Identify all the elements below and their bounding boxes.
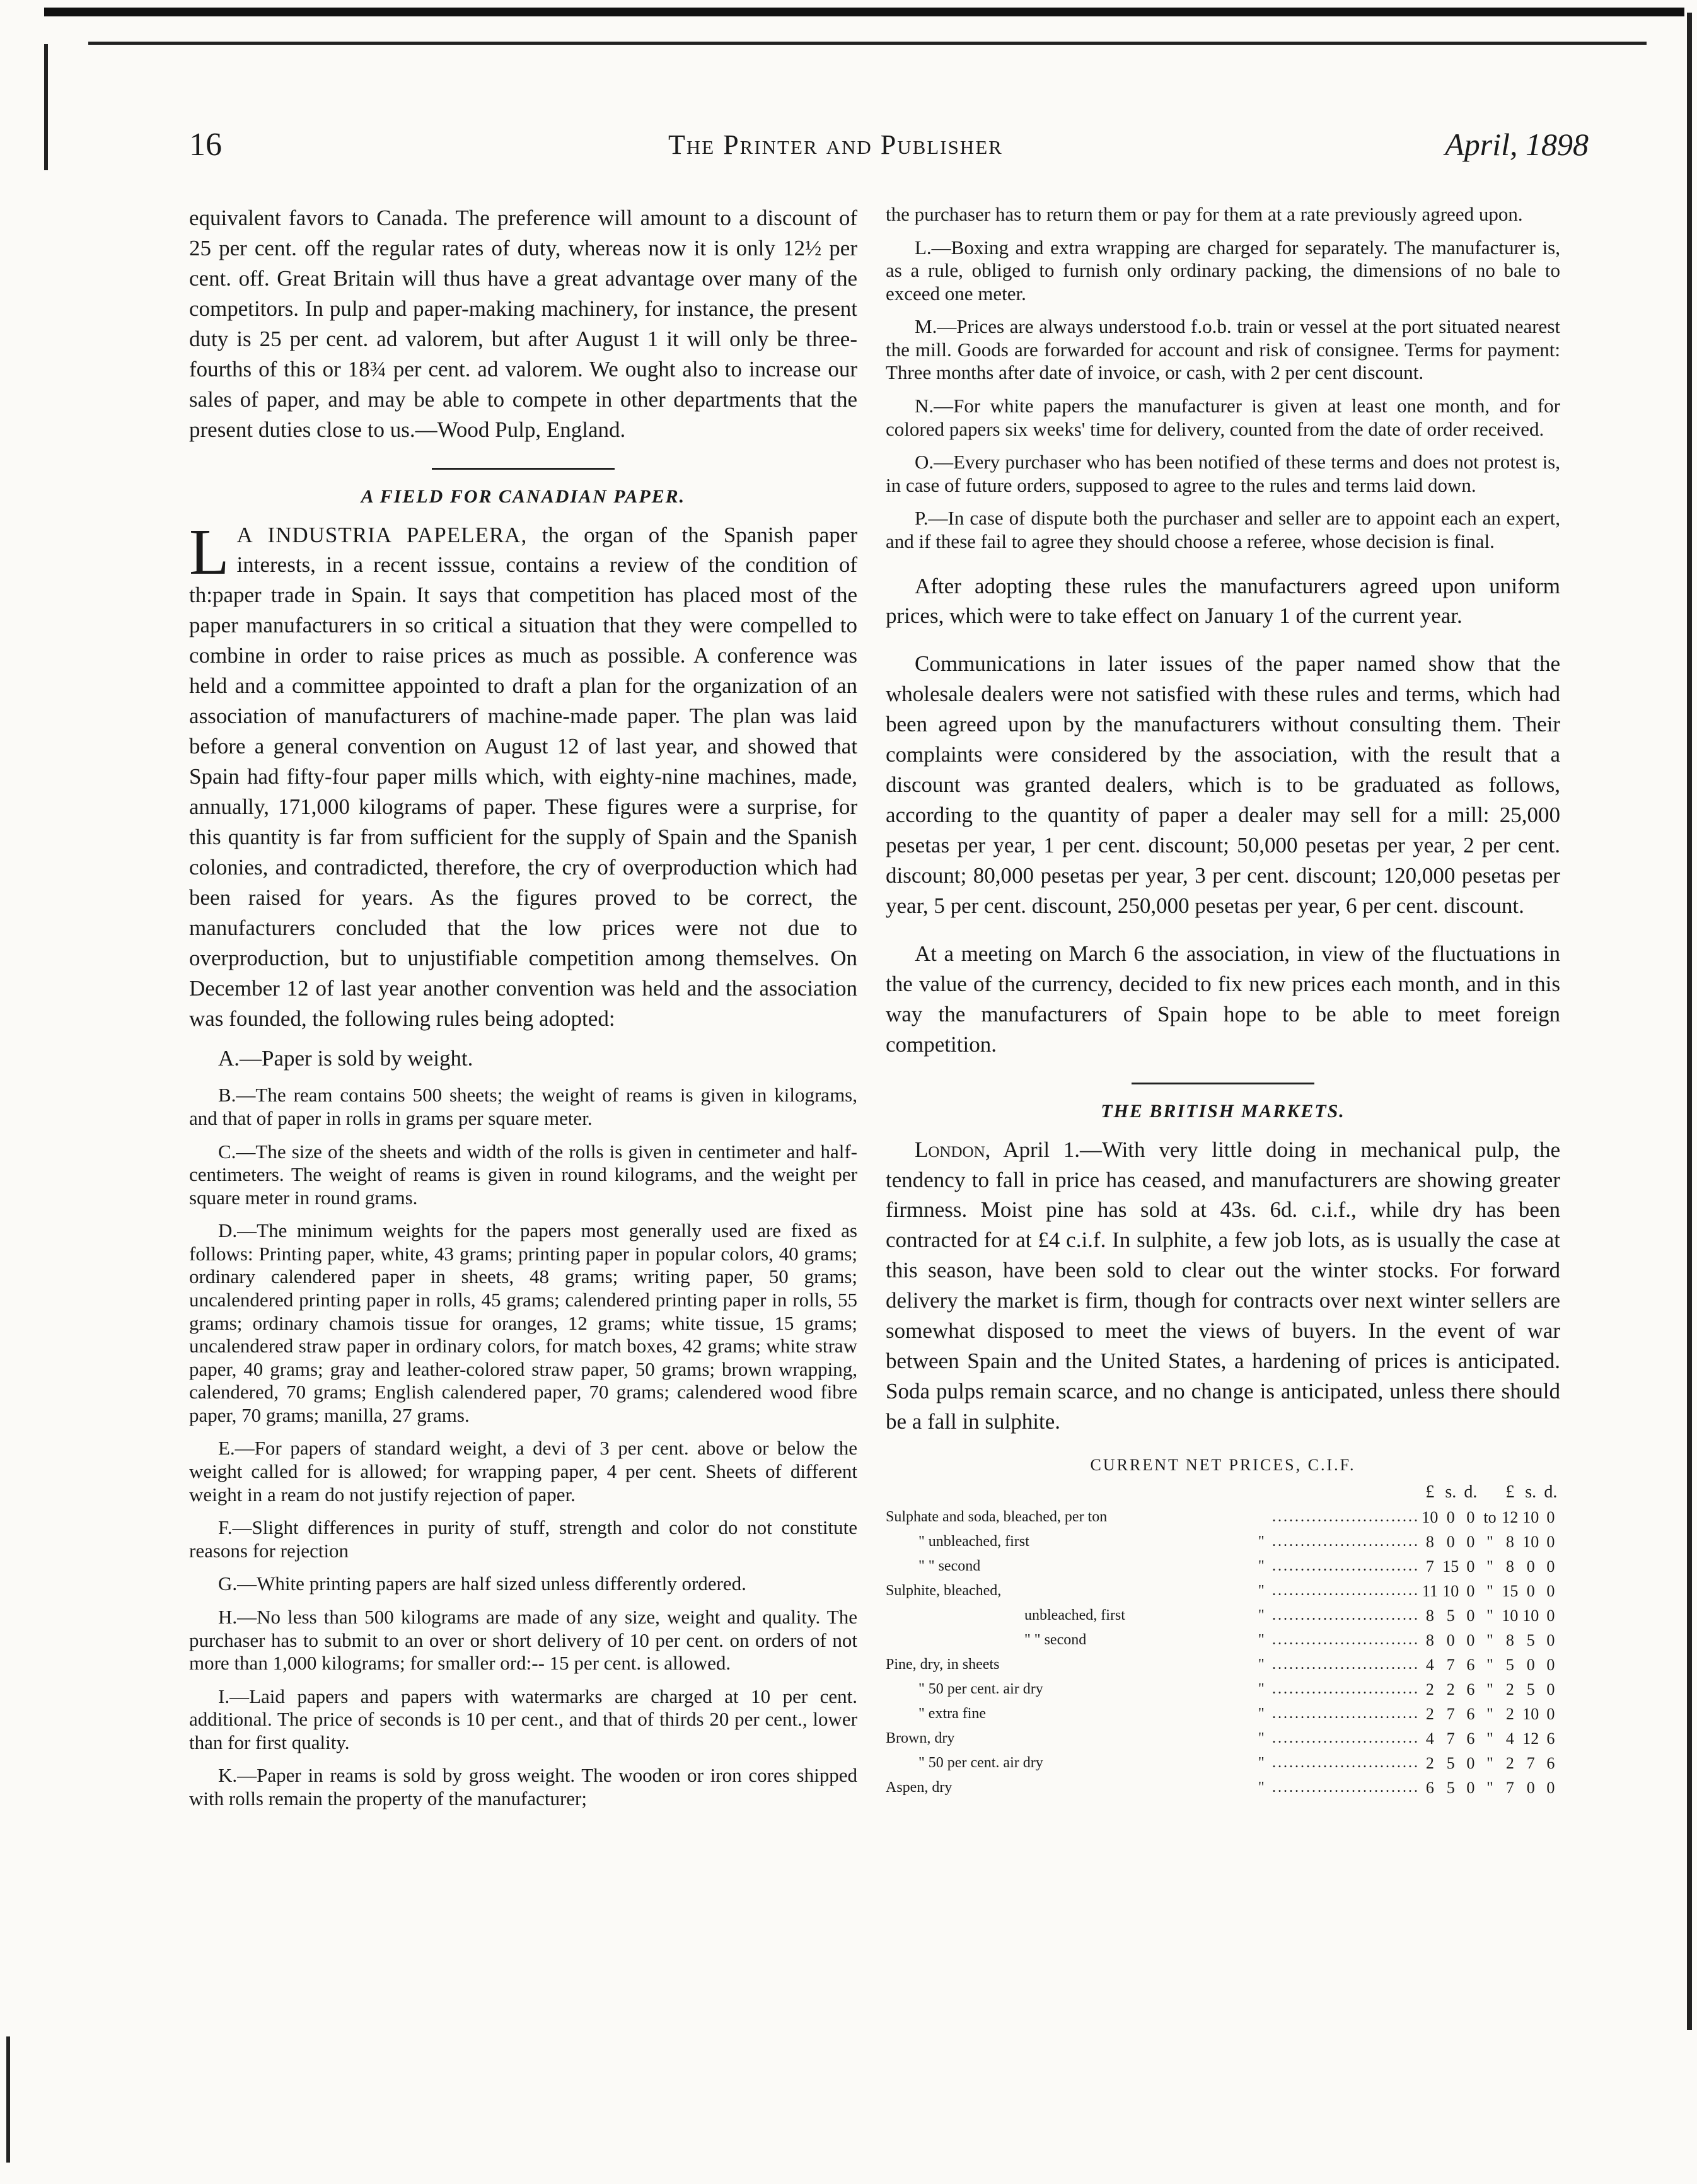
price-from-shillings: 0 <box>1446 1532 1455 1551</box>
right-page-edge <box>1687 13 1692 2030</box>
leader-dots: .......................... <box>1271 1779 1420 1796</box>
price-from-pence: 6 <box>1466 1655 1475 1674</box>
price-from-shillings: 7 <box>1446 1655 1455 1674</box>
price-to-pence: 0 <box>1546 1557 1555 1576</box>
price-range-to: to <box>1483 1507 1497 1526</box>
price-to-pounds: 7 <box>1505 1778 1514 1797</box>
leader-dots: .......................... <box>1271 1681 1420 1698</box>
rule-item: I.—Laid papers and papers with watermarks are charged at 10 per cent. additional. The price of seconds is 10 per cent., and that of thirds 20 per cent., lower than for first quality. <box>189 1685 857 1753</box>
price-from-pounds: 7 <box>1425 1557 1434 1576</box>
price-from-shillings: 5 <box>1446 1778 1455 1797</box>
price-table-row <box>886 1555 1560 1579</box>
price-table-row <box>886 1530 1560 1555</box>
price-from-pounds: 6 <box>1425 1778 1434 1797</box>
ditto-mark: " <box>1258 1705 1265 1722</box>
ditto-mark: " <box>1258 1755 1265 1772</box>
price-from-shillings: 5 <box>1446 1753 1455 1772</box>
leader-dots: .......................... <box>1271 1730 1420 1747</box>
ditto-mark: " <box>1258 1632 1265 1649</box>
price-item-label: " unbleached, first <box>918 1533 1029 1550</box>
rules-list-left <box>189 1043 857 1810</box>
section-heading-british-markets: THE BRITISH MARKETS. <box>1101 1100 1345 1122</box>
currency-header: s. <box>1525 1482 1537 1502</box>
ditto-mark: " <box>1258 1607 1265 1624</box>
price-item-label: Sulphite, bleached, <box>886 1583 1002 1600</box>
price-range-to: " <box>1486 1557 1493 1576</box>
leader-dots: .......................... <box>1271 1632 1420 1649</box>
price-from-shillings: 10 <box>1442 1581 1459 1600</box>
price-to-pounds: 8 <box>1505 1532 1514 1551</box>
leader-dots: .......................... <box>1271 1509 1420 1526</box>
top-border-rule-inner <box>88 42 1647 45</box>
rule-item: E.—For papers of standard weight, a devi of 3 per cent. above or below the weight called for is allowed; for wrapping paper, 4 per cent. Sheets of different weight in a ream do not justify rejection of paper. <box>189 1437 857 1506</box>
price-to-pounds: 8 <box>1505 1630 1514 1649</box>
rule-item: D.—The minimum weights for the papers most generally used are fixed as follows: Printing paper, white, 43 grams; printing paper in popular colors, 40 grams; ordinary calendered paper in sheets, 48 grams; writing paper, 50 grams; uncalendered printing paper in rolls, 45 grams; calendered printing paper in rolls, 55 grams; ordinary chamois tissue for oranges, 12 grams; white tissue, 15 grams; uncalendered straw paper in ordinary colors, for match boxes, 42 grams; white straw paper, 40 grams; gray and leather-colored straw paper, 50 grams; brown wrapping, calendered, 70 grams; English calendered paper, 70 grams; calendered wood fibre paper, 70 grams; manilla, 27 grams. <box>189 1219 857 1426</box>
section-heading-canadian-paper: A FIELD FOR CANADIAN PAPER. <box>361 485 686 507</box>
price-item-label: Aspen, dry <box>886 1779 953 1796</box>
price-table-row <box>886 1727 1560 1751</box>
price-table-row <box>886 1653 1560 1678</box>
price-from-pence: 0 <box>1466 1778 1475 1797</box>
body-paragraph: Communications in later issues of the paper named show that the wholesale dealers were not satisfied with these rules and terms, which had been agreed upon by the manufacturers without consulting them. Their complaints were considered by the association, with the result that a discount was granted dealers, which is to be graduated as follows, according to the quantity of paper a dealer may sell for a mill: 25,000 pesetas per year, 1 per cent. discount; 50,000 pesetas per year, 2 per cent. discount; 80,000 pesetas per year, 3 per cent. discount; 120,000 pesetas per year, 5 per cent. discount, 250,000 pesetas per year, 6 per cent. discount. <box>886 651 1560 918</box>
top-border-rule <box>44 8 1684 16</box>
price-from-shillings: 7 <box>1446 1729 1455 1748</box>
rule-item: F.—Slight differences in purity of stuff, strength and color do not constitute reasons for rejection <box>189 1516 857 1562</box>
markets-text: April 1.—With very little doing in mechanical pulp, the tendency to fall in price has ceased, and manufacturers are showing greater firmness. Moist pine has sold at 43s. 6d. c.i.f., while dry has been contracted for at £4 c.i.f. In sulphite, a few job lots, as is usually the case at this season, have been sold to clear out the winter stocks. For forward delivery the market is firm, though for contracts over next winter sellers are somewhat disposed to meet the views of buyers. In the event of war between Spain and the United States, a hardening of prices is anticipated. Soda pulps remain scarce, and no change is anticipated, unless there should be a fall in sulphite. <box>886 1137 1560 1434</box>
rule-item: P.—In case of dispute both the purchaser and seller are to appoint each an expert, and if these fail to agree they should choose a referee, whose decision is final. <box>886 507 1560 552</box>
price-to-shillings: 10 <box>1522 1507 1539 1526</box>
price-to-shillings: 10 <box>1522 1704 1539 1723</box>
ditto-mark: " <box>1258 1533 1265 1550</box>
price-from-shillings: 2 <box>1446 1680 1455 1699</box>
price-to-pounds: 8 <box>1505 1557 1514 1576</box>
right-column <box>886 203 1560 1801</box>
price-to-pence: 6 <box>1546 1753 1555 1772</box>
price-from-pence: 0 <box>1466 1581 1475 1600</box>
price-item-label: " " second <box>1024 1632 1087 1649</box>
price-to-pounds: 15 <box>1502 1581 1519 1600</box>
price-to-pounds: 5 <box>1505 1655 1514 1674</box>
ditto-mark: " <box>1258 1583 1265 1600</box>
price-table-row <box>886 1776 1560 1801</box>
lead-caps: A INDUSTRIA PAPELERA, <box>236 522 528 547</box>
price-to-pence: 0 <box>1546 1532 1555 1551</box>
price-from-pounds: 4 <box>1425 1729 1434 1748</box>
price-from-pence: 0 <box>1466 1557 1475 1576</box>
price-from-pence: 6 <box>1466 1680 1475 1699</box>
price-to-shillings: 5 <box>1526 1630 1535 1649</box>
price-table-header <box>886 1480 1560 1506</box>
leader-dots: .......................... <box>1271 1583 1420 1600</box>
price-to-shillings: 5 <box>1526 1680 1535 1699</box>
price-table-row <box>886 1702 1560 1727</box>
price-to-shillings: 0 <box>1526 1778 1535 1797</box>
price-from-pounds: 4 <box>1425 1655 1434 1674</box>
left-column <box>189 203 857 1811</box>
price-to-pence: 0 <box>1546 1507 1555 1526</box>
leader-dots: .......................... <box>1271 1558 1420 1575</box>
price-from-pence: 6 <box>1466 1704 1475 1723</box>
price-table-row <box>886 1579 1560 1604</box>
rule-item: H.—No less than 500 kilograms are made of any size, weight and quality. The purchaser has to submit to an over or short delivery of 10 per cent. on orders of not more than 1,000 kilograms; for smaller ord:-- 15 per cent. is allowed. <box>189 1605 857 1675</box>
price-from-shillings: 0 <box>1446 1630 1455 1649</box>
price-from-pounds: 2 <box>1425 1704 1434 1723</box>
price-to-shillings: 12 <box>1522 1729 1539 1748</box>
price-item-label: " " second <box>918 1558 981 1575</box>
rule-item: A.—Paper is sold by weight. <box>218 1046 473 1071</box>
ditto-mark: " <box>1258 1656 1265 1673</box>
currency-header: d. <box>1544 1482 1558 1502</box>
price-range-to: " <box>1486 1704 1493 1723</box>
price-from-pence: 0 <box>1466 1507 1475 1526</box>
price-table-row <box>886 1678 1560 1702</box>
price-from-pence: 6 <box>1466 1729 1475 1748</box>
price-to-pounds: 2 <box>1505 1753 1514 1772</box>
price-from-pounds: 8 <box>1425 1532 1434 1551</box>
leader-dots: .......................... <box>1271 1607 1420 1624</box>
rule-item: G.—White printing papers are half sized unless differently ordered. <box>218 1572 746 1595</box>
body-paragraph: After adopting these rules the manufacturers agreed upon uniform prices, which were to take effect on January 1 of the current year. <box>886 573 1560 629</box>
section-divider <box>1132 1083 1314 1084</box>
left-page-edge <box>44 44 48 170</box>
rule-item: L.—Boxing and extra wrapping are charged for separately. The manufacturer is, as a rule, obliged to furnish only ordinary packing, the dimensions of no bale to exceed one meter. <box>886 236 1560 305</box>
price-to-pence: 0 <box>1546 1655 1555 1674</box>
rule-item: C.—The size of the sheets and width of the rolls is given in centimeter and half-centimeters. The weight of reams is given in round kilograms, and the weight per square meter in round grams. <box>189 1140 857 1209</box>
leader-dots: .......................... <box>1271 1656 1420 1673</box>
price-to-pounds: 12 <box>1502 1507 1519 1526</box>
lead-text: the organ of the Spanish paper interests, in a recent isssue, contains a review of the condition of th:paper trade in Spain. It says that competition has placed most of the paper manufacturers in so critical a situation that they were compelled to combine in order to raise prices as much as possible. A conference was held and a committee appointed to draft a plan for the organization of an association of manufacturers of machine-made paper. The plan was laid before a general convention on August 12 of last year, and showed that Spain had fifty-four paper mills which, with eighty-nine machines, made, annually, 171,000 kilograms of paper. These figures were a surprise, for this quantity is far from sufficient for the supply of Spain and the Spanish colonies, and contradicted, therefore, the cry of overproduction which had been raised for years. As the figures proved to be correct, the manufacturers concluded that the low prices were not due to overproduction, but to unjustifiable competition among themselves. On December 12 of last year another convention was held and the association was founded, the following rules being adopted: <box>189 522 857 1031</box>
price-table-row <box>886 1506 1560 1530</box>
price-range-to: " <box>1486 1753 1493 1772</box>
price-to-pounds: 10 <box>1502 1606 1519 1625</box>
price-to-pence: 0 <box>1546 1680 1555 1699</box>
price-range-to: " <box>1486 1778 1493 1797</box>
price-item-label: unbleached, first <box>1024 1607 1125 1624</box>
markets-paragraph <box>886 1135 1560 1437</box>
price-to-pounds: 2 <box>1505 1680 1514 1699</box>
price-from-shillings: 0 <box>1446 1507 1455 1526</box>
body-paragraph: At a meeting on March 6 the association, in view of the fluctuations in the value of the currency, decided to fix new prices each month, and in this way the manufacturers of Spain hope to be able to meet foreign competition. <box>886 941 1560 1057</box>
price-from-pounds: 8 <box>1425 1606 1434 1625</box>
currency-header: £ <box>1425 1482 1435 1502</box>
price-to-pounds: 2 <box>1505 1704 1514 1723</box>
price-range-to: " <box>1486 1581 1493 1600</box>
rule-item: M.—Prices are always understood f.o.b. train or vessel at the port situated nearest the mill. Goods are forwarded for account and risk of consignee. Terms for payment: Three months after date of invoice, or cash, with 2 per cent discount. <box>886 315 1560 384</box>
leader-dots: .......................... <box>1271 1533 1420 1550</box>
price-item-label: Brown, dry <box>886 1730 955 1747</box>
price-to-pence: 6 <box>1546 1729 1555 1748</box>
lead-paragraph <box>189 515 857 1034</box>
section-divider <box>432 468 615 470</box>
price-from-pence: 0 <box>1466 1630 1475 1649</box>
rule-item: K.—Paper in reams is sold by gross weight. The wooden or iron cores shipped with rolls remain the property of the manufacturer; <box>189 1764 857 1809</box>
price-item-label: Pine, dry, in sheets <box>886 1656 1000 1673</box>
price-to-pence: 0 <box>1546 1630 1555 1649</box>
leader-dots: .......................... <box>1271 1755 1420 1772</box>
ditto-mark: " <box>1258 1558 1265 1575</box>
journal-title: The Printer and Publisher <box>668 129 1003 160</box>
price-to-pounds: 4 <box>1505 1729 1514 1748</box>
price-to-shillings: 10 <box>1522 1606 1539 1625</box>
leader-dots: .......................... <box>1271 1705 1420 1722</box>
price-to-shillings: 10 <box>1522 1532 1539 1551</box>
left-page-edge-bottom <box>6 2036 10 2163</box>
issue-date: April, 1898 <box>1445 127 1589 162</box>
drop-cap: L <box>189 515 229 588</box>
price-from-pence: 0 <box>1466 1606 1475 1625</box>
price-to-shillings: 0 <box>1526 1655 1535 1674</box>
rule-item: B.—The ream contains 500 sheets; the weight of reams is given in kilograms, and that of paper in rolls in grams per square meter. <box>189 1084 857 1129</box>
currency-header: s. <box>1445 1482 1457 1502</box>
price-range-to: " <box>1486 1630 1493 1649</box>
rule-item: O.—Every purchaser who has been notified of these terms and does not protest is, in case of future orders, supposed to agree to the rules and terms laid down. <box>886 451 1560 496</box>
price-table-row <box>886 1604 1560 1629</box>
price-range-to: " <box>1486 1729 1493 1748</box>
price-from-pounds: 11 <box>1422 1581 1438 1600</box>
price-to-pence: 0 <box>1546 1606 1555 1625</box>
price-to-shillings: 0 <box>1526 1557 1535 1576</box>
ditto-mark: " <box>1258 1681 1265 1698</box>
currency-header: d. <box>1464 1482 1478 1502</box>
price-range-to: " <box>1486 1532 1493 1551</box>
price-item-label: Sulphate and soda, bleached, per ton <box>886 1509 1108 1526</box>
price-item-label: " 50 per cent. air dry <box>918 1681 1043 1698</box>
price-to-pence: 0 <box>1546 1778 1555 1797</box>
currency-header: £ <box>1505 1482 1515 1502</box>
price-table-row <box>886 1751 1560 1776</box>
rule-item: N.—For white papers the manufacturer is given at least one month, and for colored papers six weeks' time for delivery, counted from the date of order received. <box>886 395 1560 440</box>
rule-continuation: the purchaser has to return them or pay for them at a rate previously agreed upon. <box>886 203 1523 225</box>
price-item-label: " extra fine <box>918 1705 987 1722</box>
price-to-shillings: 7 <box>1526 1753 1535 1772</box>
price-table-row <box>886 1629 1560 1653</box>
price-from-shillings: 7 <box>1446 1704 1455 1723</box>
price-from-pounds: 10 <box>1422 1507 1439 1526</box>
price-from-shillings: 15 <box>1442 1557 1459 1576</box>
running-head <box>189 126 1589 170</box>
price-from-pence: 0 <box>1466 1753 1475 1772</box>
price-from-shillings: 5 <box>1446 1606 1455 1625</box>
dateline: London, <box>915 1137 991 1162</box>
price-from-pounds: 8 <box>1425 1630 1434 1649</box>
ditto-mark <box>1251 1506 1272 1530</box>
price-to-pence: 0 <box>1546 1581 1555 1600</box>
price-from-pence: 0 <box>1466 1532 1475 1551</box>
price-to-pence: 0 <box>1546 1704 1555 1723</box>
price-range-to: " <box>1486 1606 1493 1625</box>
price-from-pounds: 2 <box>1425 1680 1434 1699</box>
price-range-to: " <box>1486 1680 1493 1699</box>
price-table <box>886 1480 1560 1801</box>
price-item-label: " 50 per cent. air dry <box>918 1755 1043 1772</box>
page-number: 16 <box>189 127 222 163</box>
price-table-title: CURRENT NET PRICES, C.I.F. <box>1090 1455 1356 1474</box>
intro-paragraph: equivalent favors to Canada. The preference will amount to a discount of 25 per cent. off the regular rates of duty, whereas now it is only 12½ per cent. off. Great Britain will thus have a great advantage over many of the competitors. In pulp and paper-making machinery, for instance, the present duty is 25 per cent. ad valorem, but after August 1 it will only be three-fourths of this or 18¾ per cent. ad valorem. We ought also to increase our sales of paper, and may be able to compete in other departments that the present duties close to us.—Wood Pulp, England. <box>189 206 857 442</box>
price-range-to: " <box>1486 1655 1493 1674</box>
price-to-shillings: 0 <box>1526 1581 1535 1600</box>
ditto-mark: " <box>1258 1730 1265 1747</box>
ditto-mark: " <box>1258 1779 1265 1796</box>
price-from-pounds: 2 <box>1425 1753 1434 1772</box>
